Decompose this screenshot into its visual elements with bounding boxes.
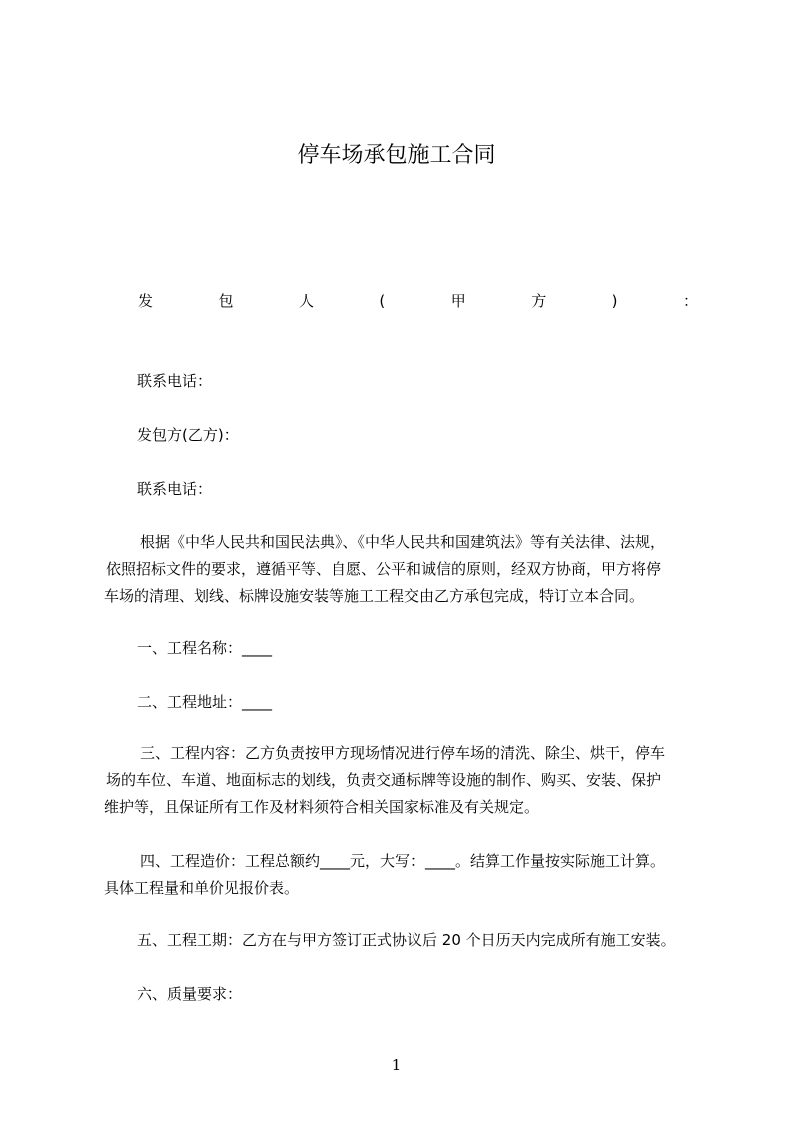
content-line: 维护等，且保证所有工作及材料须符合相关国家标准及有关规定。	[104, 798, 540, 816]
party-a-char: 发	[138, 292, 154, 310]
item-project-address: 二、工程地址：____	[137, 693, 273, 711]
document-title: 停车场承包施工合同	[297, 143, 496, 168]
contact-phone-1: 联系电话：	[137, 372, 213, 390]
party-b-label: 发包方(乙方)：	[137, 426, 239, 444]
item-project-duration: 五、工程工期：乙方在与甲方签订正式协议后 20 个日历天内完成所有施工安装。	[137, 931, 676, 949]
party-a-char: 方	[531, 292, 547, 310]
item-project-content	[104, 740, 700, 821]
party-a-char: ：	[682, 292, 698, 310]
intro-paragraph	[104, 529, 700, 610]
party-a-char: 甲	[450, 292, 466, 310]
intro-line: 依照招标文件的要求，遵循平等、自愿、公平和诚信的原则，经双方协商，甲方将停	[106, 560, 662, 578]
item-quality-requirements: 六、质量要求：	[137, 985, 243, 1003]
content-line: 场的车位、车道、地面标志的划线，负责交通标牌等设施的制作、购买、安装、保护	[106, 771, 662, 789]
party-a-char: 包	[218, 292, 234, 310]
cost-line: 四、工程造价：工程总额约____元，大写：____。结算工作量按实际施工计算。	[140, 852, 666, 870]
intro-line: 车场的清理、划线、标牌设施安装等施工工程交由乙方承包完成，特订立本合同。	[104, 587, 645, 605]
party-a-char: )	[611, 292, 618, 310]
item-project-cost	[104, 848, 700, 902]
page-number: 1	[391, 1056, 402, 1074]
item-project-name: 一、工程名称：____	[137, 639, 273, 657]
cost-line: 具体工程量和单价见报价表。	[104, 879, 300, 897]
content-line: 三、工程内容：乙方负责按甲方现场情况进行停车场的清洗、除尘、烘干，停车	[140, 744, 666, 762]
party-a-char: 人	[298, 292, 314, 310]
party-a-label	[138, 290, 698, 312]
party-a-char: (	[379, 292, 386, 310]
contact-phone-2: 联系电话：	[137, 480, 213, 498]
intro-line: 根据《中华人民共和国民法典》、《中华人民共和国建筑法》等有关法律、法规，	[140, 533, 666, 551]
